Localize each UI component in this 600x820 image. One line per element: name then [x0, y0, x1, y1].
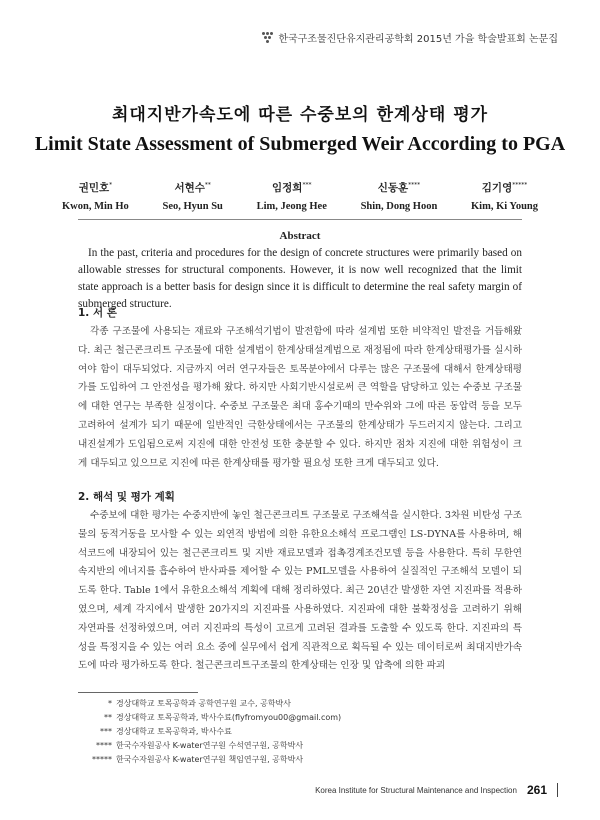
author-name-korean: 김기영: [481, 182, 513, 194]
footnote: [78, 739, 341, 753]
society-logo-icon: [262, 32, 274, 44]
footnote-mark: *: [108, 699, 112, 708]
footnote-mark: **: [104, 713, 112, 722]
author-name-korean: 신동훈: [377, 182, 409, 194]
author-divider-line: [78, 219, 522, 220]
footnote-mark: *****: [92, 755, 112, 764]
footer-divider: [557, 783, 558, 797]
footnote: [78, 753, 341, 767]
author: [257, 180, 327, 212]
author-name-english: Kim, Ki Young: [471, 201, 538, 212]
author-footnote-mark: **: [204, 181, 211, 189]
author-name-english: Lim, Jeong Hee: [256, 201, 327, 212]
footnote-text: 경상대학교 토목공학과, 박사수료(flyfromyou00@gmail.com): [116, 713, 342, 722]
author-list: [62, 180, 538, 212]
running-header-text: 한국구조물진단유지관리공학회 2015년 가을 학술발표회 논문집: [278, 34, 558, 45]
running-header: [262, 30, 558, 45]
author-footnote-mark: *****: [512, 181, 528, 189]
author-name-english: Shin, Dong Hoon: [360, 201, 438, 212]
footnote-text: 한국수자원공사 K-water연구원 책임연구원, 공학박사: [116, 755, 304, 764]
author: [361, 180, 438, 212]
author: [62, 180, 129, 212]
footnote-mark: ****: [96, 741, 112, 750]
author: [471, 180, 538, 212]
abstract-text: In the past, criteria and procedures for the design of concrete structures were primarily based on allowable stresses for structural components. However, it is now well recognized that the limit state approach is a better basis for design since it is difficult to determine the real safety margin of submerged structure.: [78, 247, 522, 310]
footnote: [78, 697, 341, 711]
author-footnote-mark: ***: [302, 181, 312, 189]
author: [163, 180, 223, 212]
author-name-english: Seo, Hyun Su: [162, 201, 223, 212]
author-footnote-mark: *: [109, 181, 113, 189]
footnote: [78, 711, 341, 725]
footnote-text: 경상대학교 토목공학과 공학연구원 교수, 공학박사: [116, 699, 292, 708]
footer-institution: Korea Institute for Structural Maintenance and Inspection: [315, 785, 517, 795]
footnote: [78, 725, 341, 739]
author-name-english: Kwon, Min Ho: [62, 201, 129, 212]
footnote-divider-line: [78, 692, 198, 693]
section-body-analysis-plan: 수중보에 대한 평가는 수중지반에 놓인 철근콘크리트 구조물로 구조해석을 실시한다. 3차원 비탄성 구조물의 동적거동을 모사할 수 있는 외연적 방법에 의한 유한요소해석 프로그램인 LS-DYNA를 사용하며, 해석코드에 내장되어 있는 철근콘크리트 및 지반 재료모델과 접촉경계조건모델 등을 사용한다. 특히 무한연속지반의 에너지를 흡수하여 반사파를 제어할 수 있는 PML모델을 사용하여 실질적인 구조해석 모델이 되도록 한다. Table 1에서 유한요소해석 계획에 대해 정리하였다. 최근 20년간 발생한 자연 지진파를 적용하였으며, 세계 각지에서 발생한 20가지의 지진파를 사용하였다. 지진파에 대한 불확정성을 고려하기 위해 자연파를 선정하였으며, 여러 지진파의 특성이 고르게 고려된 결과를 도출할 수 있도록 한다. 지진파의 특성을 특정지을 수 있는 여러 요소 중에 실무에서 쉽게 직관적으로 획득될 수 있는 데이터로써 최대지반가속도에 따라 평가하도록 한다. 철근콘크리트구조물의 한계상태는 인장 및 압축에 의한 파괴: [78, 510, 522, 672]
author-name-korean: 권민호: [78, 182, 110, 194]
page-number: 261: [526, 783, 547, 797]
section-heading-introduction: 1. 서 론: [78, 307, 117, 319]
footnote-text: 한국수자원공사 K-water연구원 수석연구원, 공학박사: [116, 741, 304, 750]
author-name-korean: 임정희: [272, 182, 303, 194]
footnote-text: 경상대학교 토목공학과, 박사수료: [116, 727, 232, 736]
footnote-mark: ***: [100, 727, 112, 736]
paper-title-english: Limit State Assessment of Submerged Weir According to PGA: [34, 133, 566, 155]
author-name-korean: 서현수: [174, 182, 205, 194]
abstract-heading: Abstract: [279, 230, 321, 242]
paper-title-korean: 최대지반가속도에 따른 수중보의 한계상태 평가: [111, 105, 489, 125]
page-footer: [315, 783, 558, 797]
author-footnote-mark: ****: [408, 181, 421, 189]
footnote-list: [78, 697, 341, 767]
section-heading-analysis-plan: 2. 해석 및 평가 계획: [78, 491, 175, 503]
section-body-introduction: 각종 구조물에 사용되는 재료와 구조해석기법이 발전함에 따라 설계법 또한 비약적인 발전을 거듭해왔다. 최근 철근콘크리트 구조물에 대한 설계법이 한계상태설계법으로 재정됨에 따라 한계상태평가를 실시하여야 함이 대두되었다. 지금까지 여러 연구자들은 토목분야에서 다루는 많은 구조물에 대해서 한계상태평가를 도입하여 그 안전성을 평가해 왔다. 하지만 사회기반시설로써 큰 역할을 담당하고 있는 수중보 구조물에 대한 연구는 부족한 실정이다. 수중보 구조물은 최대 홍수기때의 만수위와 그에 따른 동압력 등을 모두 고려하여 설계가 되기 때문에 일반적인 극한상태에서는 구조물의 한계상태가 두드러지지 않는다. 그리고 내진설계가 도입됨으로써 지진에 대한 안전성 또한 충분할 수 있다. 하지만 점차 지진에 대한 위험성이 크게 대두되고 있으므로 지진에 따른 한계상태를 평가할 필요성 또한 크게 대두되고 있다.: [78, 326, 522, 469]
